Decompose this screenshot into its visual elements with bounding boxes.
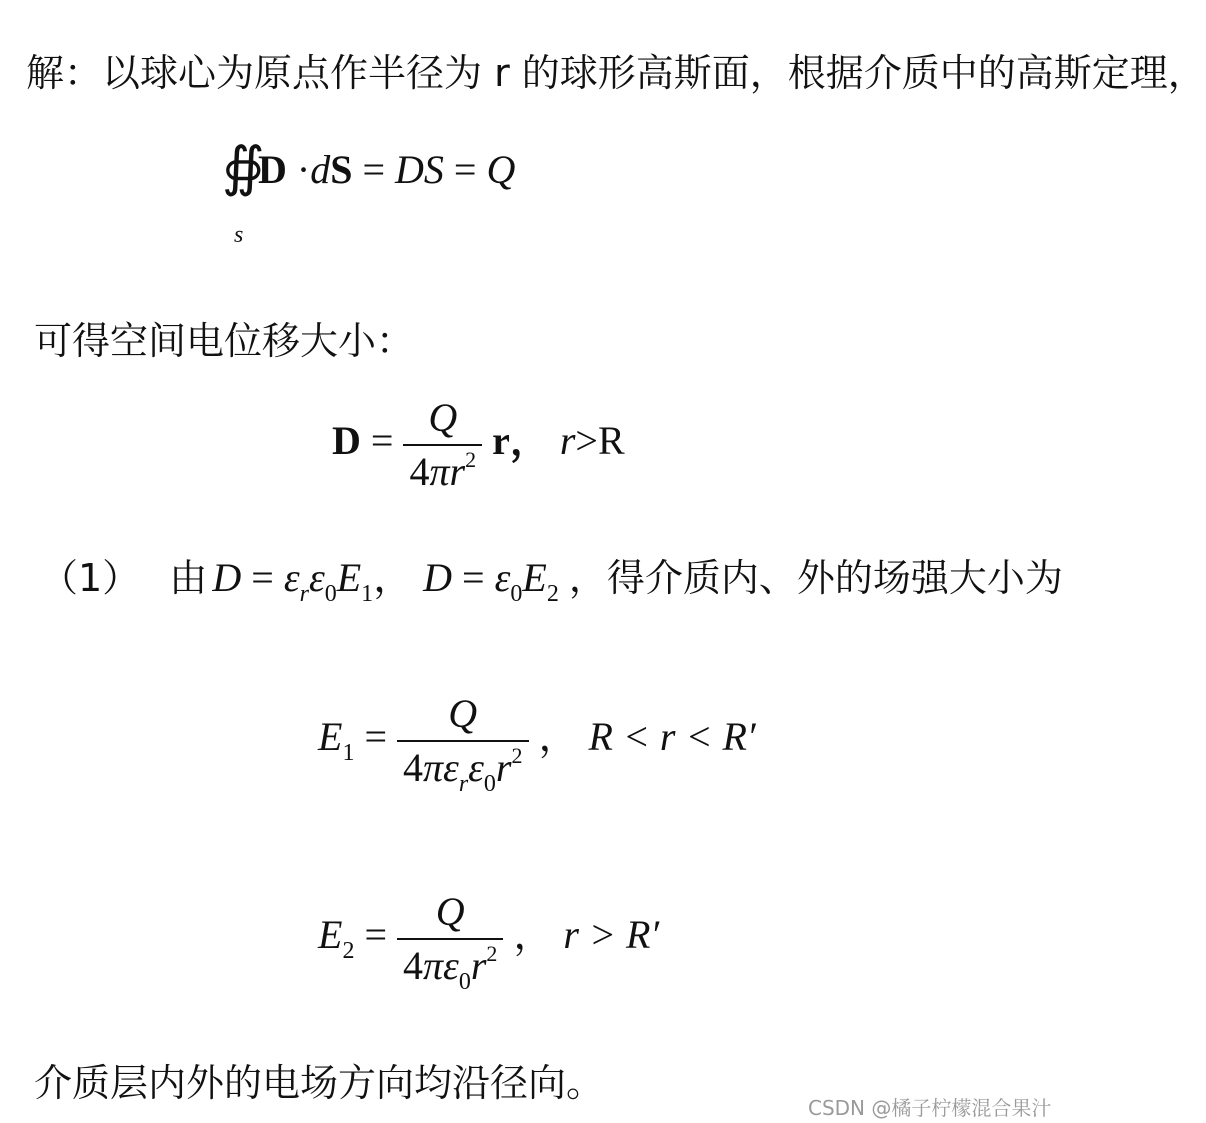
vector-S: S (330, 147, 353, 192)
part-you: 由 (169, 556, 208, 600)
separator: ， (513, 912, 554, 958)
unit-vector-r: r， (492, 418, 550, 464)
den-r: r (449, 449, 466, 494)
equals-sign: = (462, 555, 485, 600)
D-formula (332, 395, 625, 494)
part-label: （1） (40, 556, 141, 600)
symbol-E: E (318, 912, 343, 958)
E1-formula (318, 691, 756, 797)
dot-operator: · (296, 147, 311, 192)
den-coefficient: 4 (403, 943, 423, 988)
equals-sign: = (364, 912, 387, 958)
csdn-watermark: CSDN @橘子柠檬混合果汁 (808, 1096, 1052, 1120)
den-pi-epsilon: πε (423, 943, 459, 988)
epsilon-0: ε (494, 555, 511, 600)
vector-D: D (332, 418, 361, 464)
den-exponent: 2 (465, 447, 477, 472)
den-coefficient: 4 (409, 449, 430, 494)
numerator: Q (428, 395, 458, 440)
part1-line (40, 555, 1063, 607)
sub-0: 0 (324, 581, 337, 607)
sub-0: 0 (510, 581, 523, 607)
denominator (397, 742, 529, 797)
part1-tail: ，得介质内、外的场强大小为 (568, 556, 1063, 600)
sub-1: 1 (361, 581, 374, 607)
symbol-E: E (318, 714, 343, 760)
denominator (403, 446, 482, 492)
den-pi-epsilon: πε (423, 745, 459, 790)
den-exponent: 2 (486, 941, 498, 966)
displacement-heading: 可得空间电位移大小： (34, 319, 415, 363)
gauss-law-expression (258, 147, 516, 192)
fraction (397, 889, 503, 995)
separator: ， (538, 714, 579, 760)
separator: ， (373, 555, 414, 600)
denominator (397, 940, 503, 995)
surface-integral-symbol: ∯ (222, 137, 265, 197)
numerator: Q (448, 691, 478, 736)
symbol-D: D (423, 555, 453, 600)
den-coefficient: 4 (403, 745, 423, 790)
conclusion-text: 介质层内外的电场方向均沿径向。 (34, 1061, 605, 1105)
equals-sign: = (364, 714, 387, 760)
fraction (397, 691, 529, 797)
sub-r: r (458, 771, 469, 797)
DS-term: DS (395, 147, 444, 192)
condition: r > R′ (563, 912, 660, 958)
condition: R < r < R′ (588, 714, 756, 760)
equals-sign: = (370, 418, 394, 464)
equals-sign: = (453, 147, 477, 192)
den-exponent: 2 (511, 743, 523, 768)
intro-text: 解：以球心为原点作半径为 r 的球形高斯面，根据介质中的高斯定理， (26, 51, 1206, 95)
integral-lower-limit: s (234, 222, 244, 248)
symbol-E: E (522, 555, 547, 600)
sub-0: 0 (458, 969, 471, 995)
den-pi: π (429, 449, 450, 494)
condition-rest: >R (575, 418, 625, 464)
epsilon-r: ε (283, 555, 300, 600)
fraction (403, 395, 482, 494)
symbol-D: D (212, 555, 242, 600)
equals-sign: = (362, 147, 386, 192)
epsilon-0: ε (308, 555, 325, 600)
sub-1: 1 (342, 740, 355, 767)
den-r: r (495, 745, 512, 790)
relation-1 (212, 555, 568, 607)
den-r: r (470, 943, 487, 988)
condition-r: r (559, 418, 576, 464)
sub-0: 0 (483, 771, 496, 797)
den-epsilon: ε (468, 745, 484, 790)
vector-D: D (258, 147, 287, 192)
sub-2: 2 (546, 581, 559, 607)
symbol-E: E (336, 555, 362, 600)
sub-2: 2 (342, 938, 355, 965)
differential-d: d (310, 147, 331, 192)
sub-r: r (299, 581, 309, 607)
equals-sign: = (251, 555, 274, 600)
charge-Q: Q (486, 147, 516, 192)
numerator: Q (435, 889, 465, 934)
E2-formula (318, 889, 660, 995)
